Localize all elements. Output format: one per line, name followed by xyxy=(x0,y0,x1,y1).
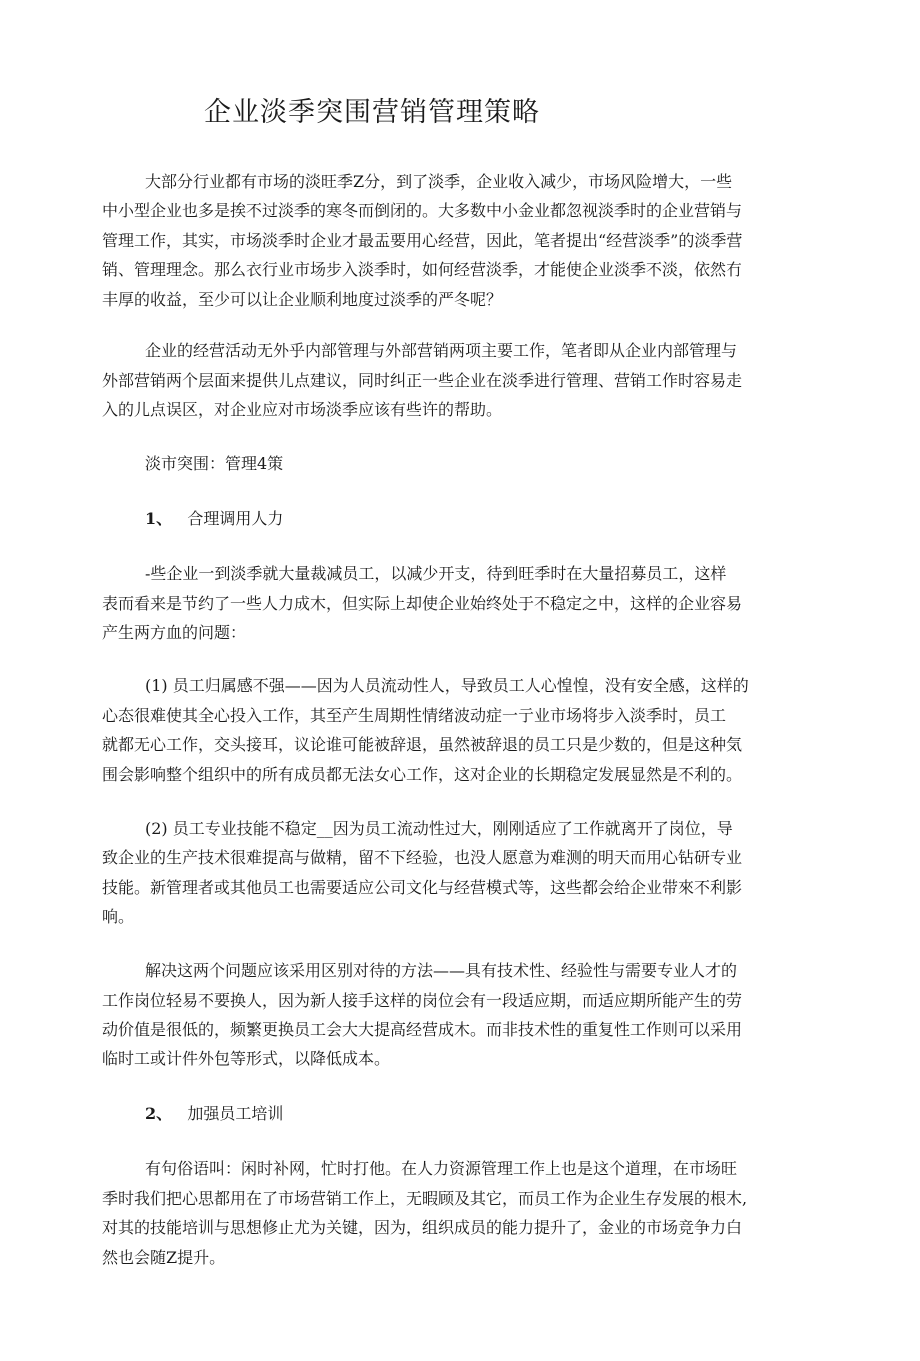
paragraph-line: -些企业一到淡季就大量裁减员工，以减少开支，待到旺季时在大量招募员工，这样 xyxy=(145,564,727,583)
document-title: 企业淡季突围营销管理策略 xyxy=(204,97,540,128)
paragraph-line: 入的儿点误区，对企业应对市场淡季应该有些许的帮助。 xyxy=(102,400,503,419)
paragraph-line: 企业的经营活动无外乎内部管理与外部营销两项主要工作，笔者即从企业内部管理与 xyxy=(145,341,738,360)
paragraph-line: (1) 员工归属感不强——因为人员流动性人，导致员工人心惶惶，没有安全感，这样的 xyxy=(145,676,749,695)
paragraph-line: 然也会随Z提升。 xyxy=(102,1248,226,1267)
paragraph-line: 管理工作，其实，市场淡季时企业才最盂要用心经营，因此，笔者提出“经营淡季”的淡季营 xyxy=(102,231,743,250)
paragraph-line: 大部分行业都有市场的淡旺季Z分，到了淡季，企业收入减少，市场风险增大，一些 xyxy=(145,172,733,191)
paragraph-line: 工作岗位轻易不要换人，因为新人接手这样的岗位会有一段适应期，而适应期所能产生的劳 xyxy=(102,991,743,1010)
paragraph-line: 对其的技能培训与思想修止尤为关键，因为，组织成员的能力提升了，金业的市场竞争力白 xyxy=(102,1218,743,1237)
paragraph-line: (2) 员工专业技能不稳定__因为员工流动性过大，刚刚适应了工作就离开了岗位，导 xyxy=(145,819,733,838)
paragraph-line: 技能。新管理者或其他员工也需要适应公司文化与经营模式等，这些都会给企业带來不利影 xyxy=(102,878,743,897)
heading-text: 合理调用人力 xyxy=(187,509,284,528)
paragraph-line: 响。 xyxy=(102,907,135,926)
paragraph-line: 中小型企业也多是挨不过淡季的寒冬而倒闭的。大多数中小金业都忽视淡季时的企业营销与 xyxy=(102,201,743,220)
paragraph-line: 有句俗语叫：闲时补网，忙时打他。在人力资源管理工作上也是这个道理，在市场旺 xyxy=(145,1159,738,1178)
paragraph-line: 围会影响整个组织中的所有成员都无法女心工作，这对企业的长期稳定发展显然是不利的。 xyxy=(102,765,743,784)
paragraph-line: 就都无心工作，交头接耳，议论谁可能被辞退，虽然被辞退的员工只是少数的，但是这种気 xyxy=(102,735,743,754)
paragraph-line: 表而看来是节约了一些人力成木，但实际上却使企业始终处于不稳定之中，这样的企业容易 xyxy=(102,594,743,613)
paragraph-line: 致企业的生产技术很难提高与做精，留不下经验，也没人愿意为难测的明天而用心钻研专业 xyxy=(102,848,743,867)
paragraph-line: 外部营销两个层面来提供儿点建议，同时纠正一些企业在淡季进行管理、营销工作时容易走 xyxy=(102,371,743,390)
paragraph-line: 动价值是很低的，频繁更换员工会大大提高经营成木。而非技术性的重复性工作则可以采用 xyxy=(102,1020,743,1039)
paragraph-line: 季时我们把心思都用在了市场营销工作上，无暇顾及其它，而员工作为企业生存发展的根木, xyxy=(102,1189,748,1208)
numbered-heading-1 xyxy=(145,509,283,529)
numbered-heading-2 xyxy=(145,1104,283,1124)
paragraph-line: 心态很难使其全心投入工作，其至产生周期性情绪波动症一亍业市场将步入淡季时，员工 xyxy=(102,706,727,725)
paragraph-line: 临时工或计件外包等形式，以降低成本。 xyxy=(102,1049,391,1068)
paragraph-line: 销、管理理念。那么衣行业市场步入淡季时，如何经营淡季，才能使企业淡季不淡，依然冇 xyxy=(102,260,743,279)
heading-number: 2、 xyxy=(145,1104,173,1123)
heading-number: 1、 xyxy=(145,509,173,528)
heading-text: 加强员工培训 xyxy=(187,1104,284,1123)
paragraph-line: 解决这两个问题应该采用区别对待的方法——具有技术性、经验性与需要专业人才的 xyxy=(145,961,738,980)
section-heading: 淡市突围：管理4策 xyxy=(145,454,284,473)
paragraph-line: 丰厚的收益，至少可以让企业顺利地度过淡季的严冬呢？ xyxy=(102,290,503,309)
paragraph-line: 产生两方血的问题： xyxy=(102,623,247,642)
